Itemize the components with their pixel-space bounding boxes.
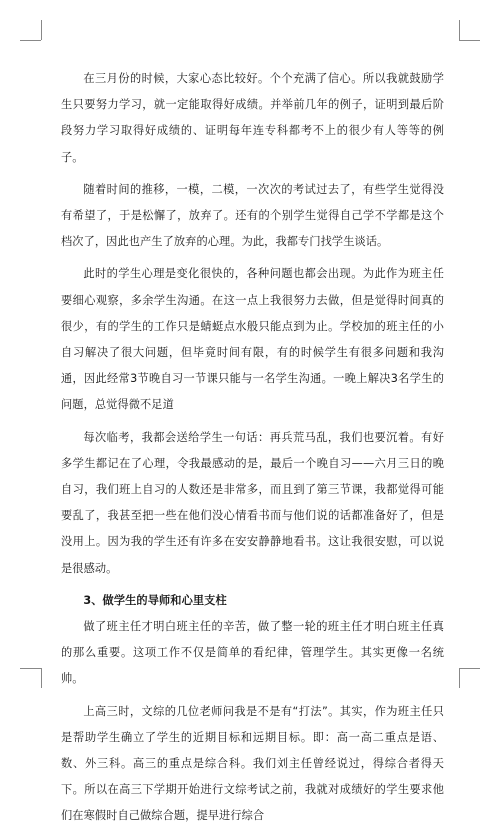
paragraph-before-exam: 每次临考，我都会送给学生一句话：再兵荒马乱，我们也要沉着。有好多学生都记在了心理，令我最感动的是，最后一个晚自习——六月三日的晚自习，我们班上自习的人数还是非常多，而且到了第三节课，我都觉得可能要乱了，我甚至把一些在他们没心情看书而与他们说的话都准备好了，但是没用上。因为我的学生还有许多在安安静静地看书。这让我很安慰，可以说是很感动。	[61, 430, 444, 575]
crop-mark-top-right-v	[459, 20, 460, 40]
crop-mark-bottom-right-v	[459, 668, 460, 688]
section-heading: 3、做学生的导师和心里支柱	[83, 593, 227, 607]
paragraph-senior-three: 上高三时，文综的几位老师问我是不是有“打法”。其实，作为班主任只是帮助学生确立了学生的近期目标和远期目标。即：高一高二重点是语、数、外三科。高三的重点是综合科。我们刘主任曾经说过，得综合者得天下。所以在高三下学期开始进行文综考试之前，我就对成绩好的学生要求他们在寒假时自己做综合题，提早进行综合	[61, 704, 444, 823]
paragraph-head-teacher: 做了班主任才明白班主任的辛苦，做了整一轮的班主任才明白班主任真的那么重要。这项工作不仅是简单的看纪律，管理学生。其实更像一名统帅。	[61, 620, 444, 686]
paragraph-exams-pass: 随着时间的推移，一模，二模，一次次的考试过去了，有些学生觉得没有希望了，于是松懈了，放弃了。还有的个别学生觉得自己学不学都是这个档次了，因此也产生了放弃的心理。为此，我都专门找学生谈话。	[61, 182, 444, 249]
crop-mark-top-left-v	[41, 20, 42, 40]
crop-mark-bottom-left-h	[20, 668, 41, 669]
paragraph-student-psychology: 此时的学生心理是变化很快的，各种问题也都会出现。为此作为班主任要细心观察，多余学生沟通。在这一点上我很努力去做，但是觉得时间真的很少，有的学生的工作只是蜻蜓点水般只能点到为止。学校加的班主任的小自习解决了很大问题，但毕竟时间有限，有的时候学生有很多问题和我沟通，因此经常3节晚自习一节课只能与一名学生沟通。一晚上解决3名学生的问题，总觉得微不足道	[61, 267, 444, 412]
crop-mark-bottom-right-h	[459, 668, 480, 669]
paragraph-march-confidence: 在三月份的时候，大家心态比较好。个个充满了信心。所以我就鼓励学生只要努力学习，就一定能取得好成绩。并举前几年的例子，证明到最后阶段努力学习取得好成绩的、证明每年连专科都考不上的很少有人等等的例子。	[61, 72, 444, 164]
crop-mark-bottom-left-v	[41, 668, 42, 688]
crop-mark-top-left-h	[20, 40, 41, 41]
crop-mark-top-right-h	[459, 40, 480, 41]
document-body	[61, 66, 444, 830]
